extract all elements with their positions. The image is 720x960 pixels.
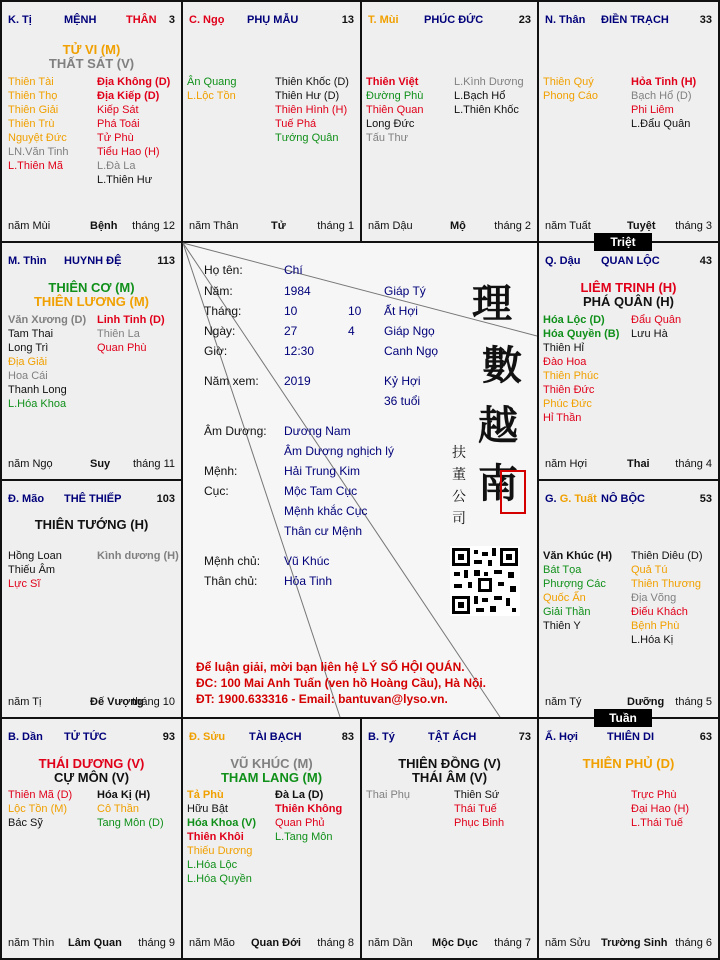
star: Thai Phụ <box>366 789 411 801</box>
month-label: tháng 4 <box>675 458 712 470</box>
star: Thiên Không <box>275 803 343 815</box>
star: L.Hóa Kị <box>631 634 674 646</box>
year-label: năm Tý <box>545 696 582 708</box>
palace-number: 103 <box>156 493 175 505</box>
palace-tuat[interactable] <box>539 481 718 717</box>
star: Hữu Bật <box>187 803 228 815</box>
star: Quả Tú <box>631 564 668 576</box>
qr-code <box>450 546 520 616</box>
palace-code: Đ. Sửu <box>189 731 226 743</box>
menh-label: Mệnh: <box>204 464 238 478</box>
palace-hoi[interactable] <box>539 719 718 958</box>
menh-value: Hải Trung Kim <box>284 464 361 478</box>
life-stage: Lâm Quan <box>68 937 122 949</box>
main-star: THIÊN LƯƠNG (M) <box>33 294 150 309</box>
star: Thiên Mã (D) <box>8 789 73 801</box>
star: Văn Khúc (H) <box>543 550 613 562</box>
menhchu-value: Vũ Khúc <box>284 554 330 568</box>
life-stage: Quan Đới <box>251 937 301 949</box>
star: Quan Phù <box>97 342 147 354</box>
star: Thiên Thương <box>631 578 702 590</box>
life-stage: Mộc Dục <box>432 937 478 949</box>
year-label: năm Thìn <box>8 937 55 949</box>
main-star: THÁI DƯƠNG (V) <box>38 756 145 771</box>
year-value: 1984 <box>284 284 311 298</box>
palace-code: Đ. Mão <box>8 493 45 505</box>
star: Thiếu Âm <box>8 564 56 576</box>
star: Thái Tuế <box>454 803 497 815</box>
palace-code: K. Tị <box>8 14 32 26</box>
palace-number: 53 <box>699 493 712 505</box>
star: Thiên Đức <box>543 384 595 396</box>
main-star: THAM LANG (M) <box>220 770 323 785</box>
palace-name: PHÚC ĐỨC <box>424 14 484 26</box>
month-label: tháng 2 <box>494 220 531 232</box>
main-star: CỰ MÔN (V) <box>53 770 130 785</box>
calligraphy-char: 數 <box>482 342 522 389</box>
age: 36 tuổi <box>384 394 421 408</box>
month-lunar: 10 <box>348 304 362 318</box>
month-solar: 10 <box>284 304 298 318</box>
star: Bác Sỹ <box>8 817 43 829</box>
life-stage: Tuyệt <box>627 220 656 232</box>
star: Thiên La <box>97 328 140 340</box>
view-year-label: Năm xem: <box>204 374 259 388</box>
star: Phi Liêm <box>631 104 674 116</box>
year-label: năm Hợi <box>545 458 588 470</box>
red-seal <box>500 470 526 514</box>
star: L.Hóa Quyền <box>187 873 252 885</box>
star: Hóa Khoa (V) <box>187 817 257 829</box>
star: Phục Binh <box>454 817 505 829</box>
palace-name: TỬ TỨC <box>64 731 107 743</box>
star: Lực Sĩ <box>8 578 41 590</box>
name-label: Họ tên: <box>204 263 243 277</box>
star: Địa Giải <box>8 356 48 368</box>
star: Thiên Khốc (D) <box>275 76 349 88</box>
hour-canchi: Canh Ngọ <box>384 344 439 358</box>
star: L.Tang Môn <box>275 831 333 843</box>
month-label: tháng 12 <box>132 220 175 232</box>
month-label: tháng 5 <box>675 696 712 708</box>
star: Thiên Giải <box>8 104 59 116</box>
star: Đà La (D) <box>275 789 324 801</box>
main-star: THIÊN CƠ (M) <box>48 280 135 295</box>
year-label: năm Dậu <box>368 220 413 232</box>
life-stage: Đế Vượng <box>90 696 144 708</box>
day-lunar: 4 <box>348 324 355 338</box>
seal-text: 扶 董 公 司 <box>452 445 466 527</box>
star: Thiên Sứ <box>454 789 500 801</box>
cuc-value: Mộc Tam Cục <box>284 484 358 498</box>
main-star: THÁI ÂM (V) <box>411 770 488 785</box>
palace-ngo[interactable] <box>183 2 360 241</box>
palace-dan[interactable] <box>2 719 181 958</box>
star: Tang Môn (D) <box>97 817 164 829</box>
star: L.Hóa Lộc <box>187 859 238 871</box>
palace-than[interactable] <box>539 2 718 241</box>
view-year-value: 2019 <box>284 374 311 388</box>
palace-code: T. Mùi <box>368 14 399 26</box>
star: Thiên Y <box>543 620 581 632</box>
star: Giải Thần <box>543 606 591 618</box>
star: Phượng Các <box>543 578 606 590</box>
year-label: năm Thân <box>189 220 239 232</box>
star: Thiên Trù <box>8 118 55 130</box>
star: Phá Toái <box>97 118 140 130</box>
year-label: năm Mùi <box>8 220 51 232</box>
palace-thin[interactable] <box>2 243 181 479</box>
star: Linh Tinh (D) <box>97 314 165 326</box>
palace-name: NÔ BỘC <box>601 493 645 505</box>
palace-ti[interactable] <box>2 2 181 241</box>
month-label: tháng 9 <box>138 937 175 949</box>
star: Tả Phù <box>187 789 224 801</box>
month-label: tháng 3 <box>675 220 712 232</box>
palace-ty[interactable] <box>362 719 537 958</box>
tuan-ribbon: Tuần <box>594 709 652 727</box>
palace-number: 3 <box>168 14 175 26</box>
star: Hóa Quyền (B) <box>543 328 620 340</box>
life-stage: Thai <box>627 458 650 470</box>
month-label: tháng 11 <box>132 458 175 470</box>
month-label: tháng 1 <box>317 220 354 232</box>
amduong-label: Âm Dương: <box>204 424 267 438</box>
star: Thiếu Dương <box>187 845 253 857</box>
life-stage: Dưỡng <box>627 696 665 708</box>
month-label: tháng 8 <box>317 937 354 949</box>
hour-label: Giờ: <box>204 344 228 358</box>
star: Lưu Hà <box>631 328 668 340</box>
main-star: THẤT SÁT (V) <box>48 56 135 71</box>
star: Đẩu Quân <box>631 314 682 326</box>
palace-code: G. G. Tuất <box>545 493 597 505</box>
main-star: THIÊN TƯỚNG (H) <box>34 517 149 532</box>
main-star: THIÊN PHỦ (D) <box>582 756 675 771</box>
star: Thiên Khôi <box>187 831 244 843</box>
star: Tử Phù <box>97 132 134 144</box>
main-star: TỬ VI (M) <box>62 42 121 57</box>
star: Tuế Phá <box>275 118 317 130</box>
star: Tiểu Hao (H) <box>97 146 160 158</box>
palace-name: THÊ THIẾP <box>64 493 122 505</box>
thanchu-label: Thân chủ: <box>204 574 258 588</box>
star: Quan Phủ <box>275 817 325 829</box>
palace-number: 13 <box>341 14 354 26</box>
palace-number: 43 <box>699 255 712 267</box>
star: Ân Quang <box>187 76 237 88</box>
star: Hoa Cái <box>8 370 48 382</box>
star: Đào Hoa <box>543 356 587 368</box>
palace-name: THIÊN DI <box>607 731 655 743</box>
year-label: năm Sửu <box>545 937 591 949</box>
main-star: PHÁ QUÂN (H) <box>583 294 674 309</box>
day-canchi: Giáp Ngọ <box>384 324 435 338</box>
star: L.Hóa Khoa <box>8 398 67 410</box>
star: Thiên Quan <box>366 104 424 116</box>
month-label: tháng 6 <box>675 937 712 949</box>
star: Tam Thai <box>8 328 54 340</box>
contact-address: ĐC: 100 Mai Anh Tuấn (ven hồ Hoàng Cầu), Hà Nội. <box>196 676 487 690</box>
amduong-note: Âm Dương nghịch lý <box>284 444 394 458</box>
star: Thiên Tài <box>8 76 54 88</box>
calligraphy-char: 南 <box>478 460 518 507</box>
year-label: năm Dần <box>368 937 413 949</box>
star: Trực Phù <box>631 789 677 801</box>
cuc-relation: Mệnh khắc Cục <box>284 504 368 518</box>
than-cu: Thân cư Mệnh <box>284 524 363 538</box>
year-canchi: Giáp Tý <box>384 284 426 298</box>
calligraphy-char: 越 <box>478 402 518 449</box>
star: L.Đẩu Quân <box>631 118 691 130</box>
star: Kiếp Sát <box>97 104 139 116</box>
hour-value: 12:30 <box>284 344 315 358</box>
palace-suu[interactable] <box>183 719 360 958</box>
year-label: năm Ngọ <box>8 458 53 470</box>
contact-line: Để luận giải, mời bạn liên hệ LÝ SỐ HỘI QUÁN. <box>196 660 465 674</box>
star: Thiên Phúc <box>543 370 599 382</box>
life-stage: Trường Sinh <box>601 937 668 949</box>
star: Lộc Tồn (M) <box>8 803 68 815</box>
month-canchi: Ất Hợi <box>384 304 418 318</box>
menhchu-label: Mệnh chủ: <box>204 554 261 568</box>
star: Đại Hao (H) <box>631 803 690 815</box>
palace-name: TẬT ÁCH <box>428 731 477 743</box>
star: Cô Thần <box>97 803 139 815</box>
palace-name: ĐIỀN TRẠCH <box>601 14 669 26</box>
star: Hỉ Thần <box>543 412 582 424</box>
star: Bát Tọa <box>543 564 582 576</box>
name-value: Chí <box>284 263 303 277</box>
calligraphy-char: 理 <box>472 280 512 327</box>
day-label: Ngày: <box>204 324 236 338</box>
palace-name: QUAN LỘC <box>601 255 660 267</box>
star: Nguyệt Đức <box>8 132 67 144</box>
palace-name: MỆNH <box>64 14 97 26</box>
palace-number: 93 <box>162 731 175 743</box>
triet-ribbon: Triệt <box>594 233 652 251</box>
month-label: Tháng: <box>204 304 242 318</box>
star: Thiên Hư (D) <box>275 90 340 102</box>
cuc-label: Cục: <box>204 484 229 498</box>
palace-number: 73 <box>518 731 531 743</box>
star: L.Bạch Hổ <box>454 90 506 102</box>
palace-number: 113 <box>157 255 175 267</box>
palace-code: M. Thìn <box>8 255 47 267</box>
year-label: năm Tuất <box>545 220 591 232</box>
center-info-panel <box>182 242 538 718</box>
star: L.Lộc Tồn <box>187 90 236 102</box>
star: Thiên Hỉ <box>543 342 584 354</box>
star: L.Thiên Mã <box>8 160 64 172</box>
star: Quốc Ấn <box>543 592 586 604</box>
month-label: tháng 10 <box>132 696 175 708</box>
star: Bạch Hổ (D) <box>631 90 692 102</box>
star: Hỏa Tinh (H) <box>631 76 697 88</box>
palace-name: TÀI BẠCH <box>249 731 302 743</box>
star: Thiên Hình (H) <box>275 104 348 116</box>
palace-mui[interactable] <box>362 2 537 241</box>
palace-code: B. Dần <box>8 731 43 743</box>
star: Phúc Đức <box>543 398 592 410</box>
star: L.Đà La <box>97 160 136 172</box>
star: Bệnh Phù <box>631 620 680 632</box>
star: Hóa Lộc (D) <box>543 314 605 326</box>
star: Thiên Diêu (D) <box>631 550 703 562</box>
palace-code: C. Ngọ <box>189 14 225 26</box>
palace-code: Q. Dậu <box>545 255 581 267</box>
star: Long Đức <box>366 118 415 130</box>
amduong-value: Dương Nam <box>284 424 351 438</box>
life-stage: Suy <box>90 458 111 470</box>
palace-name: HUYNH ĐỆ <box>64 255 122 267</box>
star: Thiên Quý <box>543 76 594 88</box>
star: Địa Không (D) <box>97 76 171 88</box>
star: L.Kình Dương <box>454 76 524 88</box>
star: Đường Phù <box>366 90 424 102</box>
palace-number: 83 <box>341 731 354 743</box>
star: Hồng Loan <box>8 550 62 562</box>
star: Thiên Thọ <box>8 90 58 102</box>
palace-mao[interactable] <box>2 481 181 717</box>
star: L.Thiên Hư <box>97 174 153 186</box>
star: Hóa Kị (H) <box>97 789 151 801</box>
star: L.Thái Tuế <box>631 817 683 829</box>
thanchu-value: Hỏa Tinh <box>284 574 333 588</box>
star: Tấu Thư <box>366 132 409 144</box>
palace-number: 33 <box>699 14 712 26</box>
main-star: LIÊM TRINH (H) <box>580 280 677 295</box>
star: Điếu Khách <box>631 606 688 618</box>
star: Phong Cáo <box>543 90 599 102</box>
life-stage: Mộ <box>450 220 466 232</box>
star: Kình dương (H) <box>97 550 179 562</box>
palace-number: 63 <box>699 731 712 743</box>
star: L.Thiên Khốc <box>454 104 519 116</box>
star: Long Trì <box>8 342 49 354</box>
star: Thanh Long <box>8 384 67 396</box>
star: Địa Võng <box>631 592 677 604</box>
year-label: năm Tị <box>8 696 42 708</box>
palace-dau[interactable] <box>539 243 718 479</box>
month-label: tháng 7 <box>494 937 531 949</box>
palace-name: PHỤ MẪU <box>247 14 299 26</box>
view-year-canchi: Kỷ Hợi <box>384 374 421 388</box>
day-solar: 27 <box>284 324 298 338</box>
palace-code: N. Thân <box>545 14 586 26</box>
main-star: VŨ KHÚC (M) <box>230 756 313 771</box>
star: LN.Văn Tinh <box>8 146 69 158</box>
main-star: THIÊN ĐỒNG (V) <box>398 756 501 771</box>
contact-phone-email[interactable]: ĐT: 1900.633316 - Email: bantuvan@lyso.vn. <box>196 692 448 706</box>
palace-code: Ấ. Hợi <box>545 731 578 743</box>
star: Địa Kiếp (D) <box>97 90 160 102</box>
palace-code: B. Tý <box>368 731 395 743</box>
year-label: Năm: <box>204 284 233 298</box>
life-stage: Bệnh <box>90 220 118 232</box>
year-label: năm Mão <box>189 937 235 949</box>
star: Thiên Việt <box>366 76 419 88</box>
star: Tướng Quân <box>275 132 339 144</box>
than-marker: THÂN <box>126 14 157 26</box>
star: Văn Xương (D) <box>8 314 87 326</box>
palace-number: 23 <box>518 14 531 26</box>
life-stage: Tử <box>271 220 286 232</box>
